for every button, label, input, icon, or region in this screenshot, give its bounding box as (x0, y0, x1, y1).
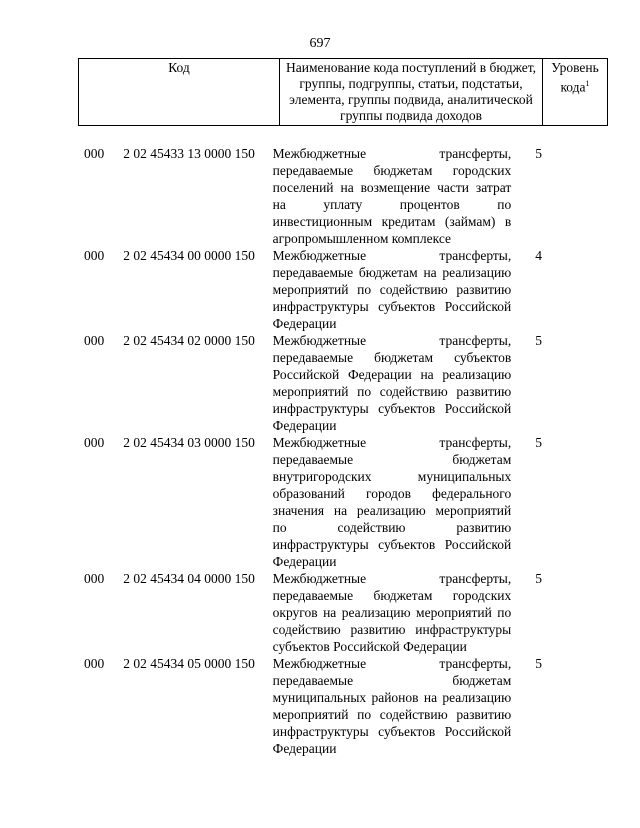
header-level (543, 59, 608, 126)
page-number: 697 (309, 36, 331, 51)
name-line: муниципальных районов на реализацию (272, 690, 512, 705)
name-line: Межбюджетные трансферты, (272, 248, 512, 263)
name-line: Межбюджетные трансферты, (272, 435, 512, 450)
header-level-label: Уровень кода (551, 60, 599, 95)
table-header (78, 58, 608, 126)
code-level: 5 (535, 333, 542, 348)
code-level: 5 (535, 571, 542, 586)
name-line: Федерации (272, 418, 337, 433)
table-row (78, 570, 542, 655)
name-line: Межбюджетные трансферты, (272, 333, 512, 348)
name-line: внутригородских муниципальных (272, 469, 512, 484)
name-line: Межбюджетные трансферты, (272, 146, 512, 161)
revenue-code: 2 02 45434 04 0000 150 (123, 571, 255, 586)
name-line: субъектов Российской Федерации (272, 639, 467, 654)
name-line: передаваемые бюджетам городских (272, 588, 512, 603)
name-line: передаваемые бюджетам на реализацию (272, 265, 512, 280)
name-line: инфраструктуры субъектов Российской (272, 537, 512, 552)
admin-code: 000 (84, 248, 105, 263)
table-row (78, 655, 542, 757)
admin-code: 000 (84, 146, 105, 161)
name-line: образований городов федерального (272, 486, 512, 501)
name-line: мероприятий по содействию развитию (272, 707, 512, 722)
name-line: передаваемые бюджетам субъектов (272, 350, 512, 365)
name-line: инфраструктуры субъектов Российской (272, 724, 512, 739)
name-line: на уплату процентов по (272, 197, 512, 212)
code-level: 5 (535, 435, 542, 450)
header-name: Наименование кода поступлений в бюджет, группы, подгруппы, статьи, подстатьи, элемента, группы подвида, аналитической группы подвида доходов (280, 59, 543, 126)
table-row (78, 434, 542, 570)
revenue-name (269, 332, 512, 434)
table-body (78, 145, 542, 757)
admin-code: 000 (84, 571, 105, 586)
name-line: инфраструктуры субъектов Российской (272, 401, 512, 416)
code-level: 5 (535, 146, 542, 161)
revenue-code: 2 02 45434 00 0000 150 (123, 248, 255, 263)
name-line: Федерации (272, 554, 337, 569)
code-level: 4 (535, 248, 542, 263)
revenue-code: 2 02 45434 05 0000 150 (123, 656, 255, 671)
table-row (78, 145, 542, 247)
name-line: инфраструктуры субъектов Российской (272, 299, 512, 314)
revenue-name (269, 655, 512, 757)
table-row (78, 332, 542, 434)
name-line: агропромышленном комплексе (272, 231, 451, 246)
table-row (78, 247, 542, 332)
admin-code: 000 (84, 333, 105, 348)
name-line: передаваемые бюджетам (272, 452, 512, 467)
name-line: мероприятий по содействию развитию (272, 384, 512, 399)
name-line: передаваемые бюджетам городских (272, 163, 512, 178)
revenue-name (269, 145, 512, 247)
footnote-marker: 1 (585, 79, 590, 88)
name-line: по содействию развитию (272, 520, 512, 535)
name-line: мероприятий по содействию развитию (272, 282, 512, 297)
name-line: значения на реализацию мероприятий (272, 503, 512, 518)
admin-code: 000 (84, 435, 105, 450)
revenue-code: 2 02 45434 02 0000 150 (123, 333, 255, 348)
code-level: 5 (535, 656, 542, 671)
name-line: поселений на возмещение части затрат (272, 180, 512, 195)
revenue-code: 2 02 45433 13 0000 150 (123, 146, 255, 161)
name-line: округов на реализацию мероприятий по (272, 605, 512, 620)
name-line: Межбюджетные трансферты, (272, 656, 512, 671)
name-line: Российской Федерации на реализацию (272, 367, 512, 382)
name-line: содействию развитию инфраструктуры (272, 622, 512, 637)
revenue-name (269, 434, 512, 570)
name-line: передаваемые бюджетам (272, 673, 512, 688)
revenue-name (269, 247, 512, 332)
name-line: Федерации (272, 316, 337, 331)
revenue-name (269, 570, 512, 655)
name-line: Межбюджетные трансферты, (272, 571, 512, 586)
admin-code: 000 (84, 656, 105, 671)
name-line: Федерации (272, 741, 337, 756)
revenue-code: 2 02 45434 03 0000 150 (123, 435, 255, 450)
name-line: инвестиционным кредитам (займам) в (272, 214, 512, 229)
header-code: Код (79, 59, 280, 126)
